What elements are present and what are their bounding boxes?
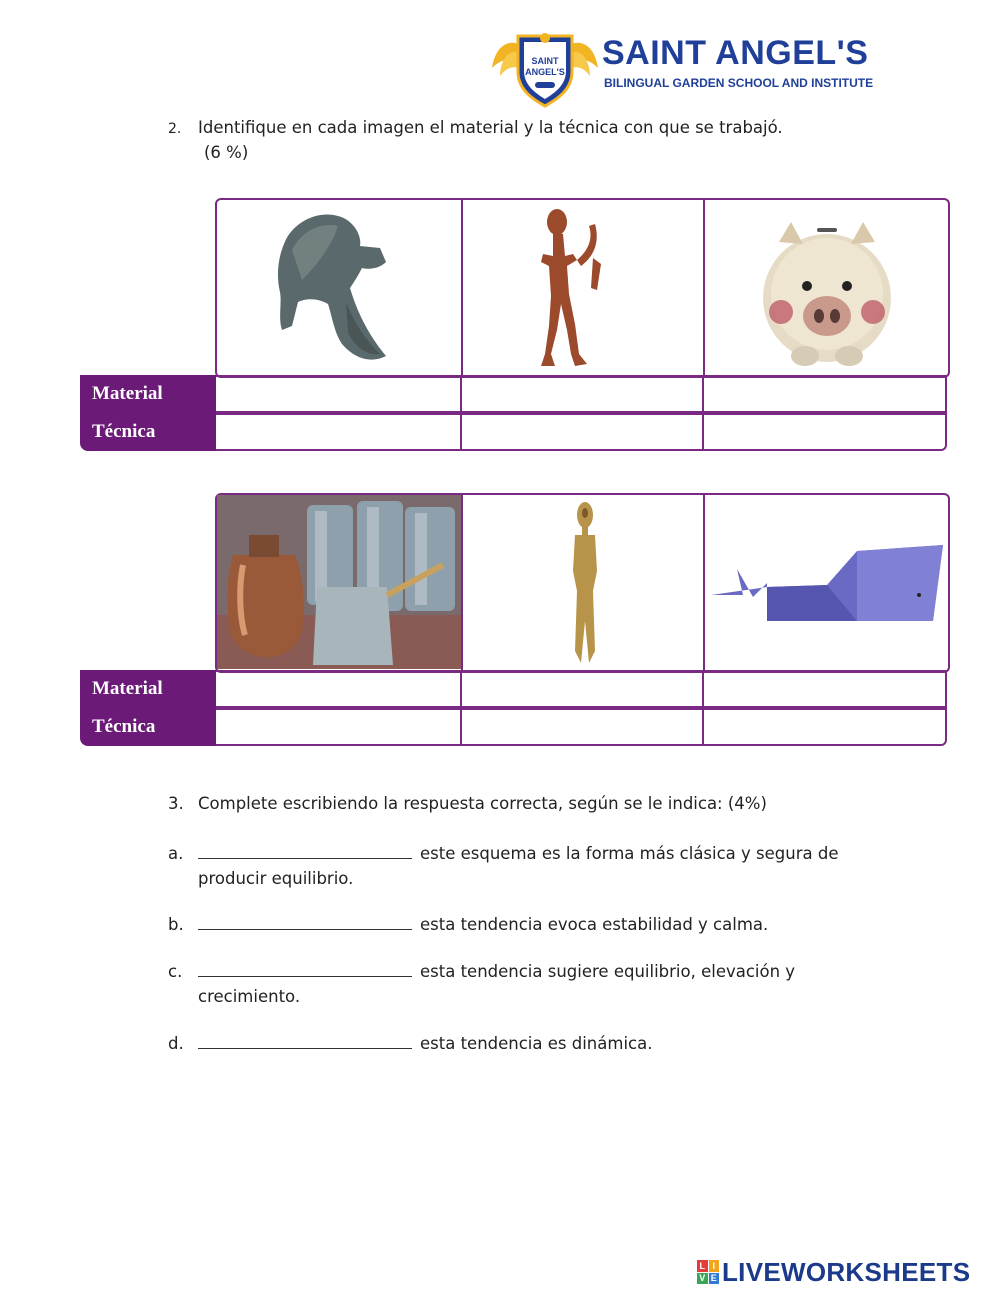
answer-blank-a[interactable] xyxy=(198,844,412,859)
row-label-tecnica: Técnica xyxy=(80,708,216,746)
row-label-material: Material xyxy=(80,670,216,708)
item-letter: b. xyxy=(168,915,184,934)
row-label-material: Material xyxy=(80,375,216,413)
liveworksheets-brand: LIVEWORKSHEETS xyxy=(722,1256,971,1287)
question-3-text: Complete escribiendo la respuesta correcta, según se le indica: (4%) xyxy=(198,794,767,813)
answer-item-c xyxy=(168,962,796,981)
image-row xyxy=(215,198,950,378)
school-subtitle: BILINGUAL GARDEN SCHOOL AND INSTITUTE xyxy=(604,76,874,90)
item-continuation: producir equilibrio. xyxy=(198,869,354,888)
answer-item-d xyxy=(168,1034,653,1053)
answer-blank-d[interactable] xyxy=(198,1034,412,1049)
answer-item-a xyxy=(168,844,839,863)
piggy-bank-image xyxy=(757,208,897,372)
tecnica-row-2 xyxy=(80,708,946,746)
svg-text:SAINT: SAINT xyxy=(531,56,559,66)
liveworksheets-logo[interactable] xyxy=(697,1258,970,1286)
origami-whale-image xyxy=(707,525,947,645)
material-table-2 xyxy=(80,493,950,747)
helmet-image xyxy=(262,206,392,370)
item-letter: a. xyxy=(168,844,184,863)
question-3 xyxy=(168,794,767,813)
school-name: SAINT ANGEL'S xyxy=(602,34,869,72)
question-2-text: Identifique en cada imagen el material y la técnica con que se trabajó. xyxy=(198,118,783,137)
question-2 xyxy=(168,118,783,137)
item-text: esta tendencia evoca estabilidad y calma. xyxy=(420,915,769,934)
material-row-2 xyxy=(80,670,946,708)
item-text: este esquema es la forma más clásica y segura de xyxy=(420,844,839,863)
row-label-tecnica: Técnica xyxy=(80,413,216,451)
tecnica-row-1 xyxy=(80,413,946,451)
item-letter: c. xyxy=(168,962,183,981)
item-continuation: crecimiento. xyxy=(198,987,301,1006)
figurine-image xyxy=(565,501,605,665)
clay-figure-image xyxy=(527,204,637,374)
question-2-percent: (6 %) xyxy=(204,143,249,162)
item-letter: d. xyxy=(168,1034,184,1053)
answer-item-b xyxy=(168,915,769,934)
metal-containers-image xyxy=(217,495,461,669)
liveworksheets-icon: L I V E xyxy=(697,1260,719,1284)
item-text: esta tendencia sugiere equilibrio, elevación y xyxy=(420,962,796,981)
material-table-1 xyxy=(80,198,950,452)
question-2-number: 2. xyxy=(168,121,182,137)
crest-icon xyxy=(490,24,600,108)
material-row-1 xyxy=(80,375,946,413)
school-logo xyxy=(490,24,874,108)
answer-blank-b[interactable] xyxy=(198,915,412,930)
answer-blank-c[interactable] xyxy=(198,962,412,977)
question-3-number: 3. xyxy=(168,794,184,813)
svg-text:ANGEL'S: ANGEL'S xyxy=(525,67,565,77)
item-text: esta tendencia es dinámica. xyxy=(420,1034,653,1053)
image-row xyxy=(215,493,950,673)
